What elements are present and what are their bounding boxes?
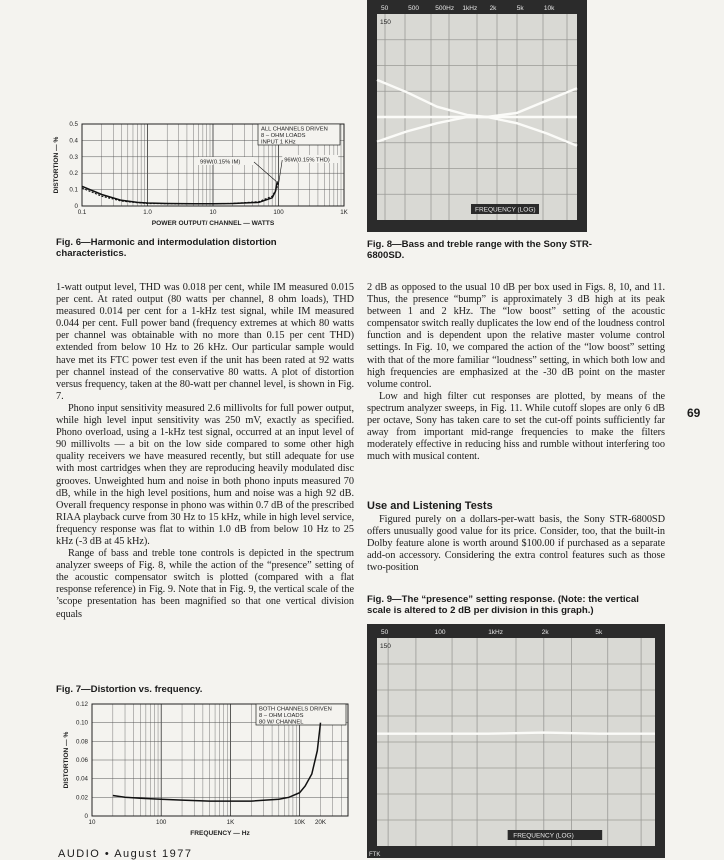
left-paragraph-3: Range of bass and treble tone controls is depicted in the spectrum analyzer sweeps of Fig. 8, while the action of the “presence” setting of the acoustic compensator switch is plotted (compared with a flat response reference) in Fig. 9. Note that in Fig. 9, the vertical scale of the ’scope presentation has been magnified so that one vertical division equals (56, 548, 354, 620)
thd-label: 96W(0.15% THD) (284, 157, 330, 164)
left-paragraph-2: Phono input sensitivity measured 2.6 millivolts for full power output, while high level input sensitivity was 250 mV, exactly as specified. Phono overload, using a 1-kHz test signal, occurred at an input level of 90 millivolts — a bit on the low side compared to some other high quality receivers we have measured recently, but still adequate for use with most cartridges when they are reproducing heavily modulated disc grooves. Unweighted hum and noise in both phono inputs measured 70 dB, while in the high level positions, hum and noise was a high 92 dB. Overall frequency response in phono was within 0.7 dB of the prescribed RIAA playback curve from 30 Hz to 15 kHz, while in high level service, frequency response was flat to within 1.0 dB from below 10 Hz to 25 kHz (-3 dB at 45 kHz). (56, 402, 354, 547)
y-tick-label: 0.04 (75, 775, 88, 783)
y-tick-label: 0 (84, 813, 88, 820)
fig7-plot (48, 698, 358, 840)
y-tick-label: 0.5 (69, 121, 78, 128)
y-tick-label: 0.12 (75, 701, 88, 708)
y-tick-label: 0.08 (75, 738, 88, 746)
scope-freq-label: 500Hz (435, 5, 455, 12)
page-footer: AUDIO • August 1977 (58, 848, 193, 860)
scope-footer-label: FREQUENCY (LOG) (475, 206, 536, 214)
x-tick-label: 1K (226, 819, 235, 826)
legend-text: INPUT 1 KHz (261, 139, 296, 146)
fig8-scope-photo (367, 0, 587, 232)
y-tick-label: 0.3 (69, 153, 78, 161)
scope-freq-label: 1kHz (488, 629, 504, 636)
scope-freq-label: 2k (541, 629, 549, 636)
page-number: 69 (687, 406, 701, 420)
left-paragraph-1: 1-watt output level, THD was 0.018 per cent, while IM measured 0.015 per cent. At rated output (80 watts per channel, 8 ohm loads), THD measured 0.014 per cent for a 1-kHz test signal, while IM measured 0.044 per cent. Full power band (frequency extremes at which 80 watts per channel was obtainable with no more than 0.15 per cent THD) extended from below 10 Hz to 26 kHz. Our particular sample would have met its FTC power test even if the unit has been rated at 92 watts per channel instead of the conservative 80 watts. A plot of distortion versus frequency, taken at the 80-watt per channel level, is shown in Fig. 7. (56, 282, 354, 402)
y-tick-label: 0.10 (75, 719, 88, 727)
x-tick-label: 1.0 (143, 209, 152, 216)
left-column-text (56, 282, 354, 621)
x-axis-title: FREQUENCY — Hz (190, 830, 250, 837)
right-paragraph-2: Low and high filter cut responses are plotted, by means of the spectrum analyzer sweeps, in Fig. 11. While cutoff slopes are only 6 dB per octave, Sony has taken care to set the cut-off points sufficiently far away from important mid-range frequencies to make the filters moderately effective in reducing hiss and rumble without interfering too much with musical content. (367, 390, 665, 463)
right-paragraph-1: 2 dB as opposed to the usual 10 dB per box used in Figs. 8, 10, and 11. Thus, the presence “bump” is approximately 3 dB high at its peak between 1 and 2 kHz. The “low boost” setting of the acoustic compensator switch really duplicates the low end of the loudness control function and is dependent upon the relative master volume control settings. In Fig. 10, we compared the action of the “low boost” setting with that of the more familiar “loudness” setting, in which both low and high frequencies are emphasized at the -30 dB point on the master volume control. (367, 282, 665, 390)
scope-freq-label: 5k (516, 5, 524, 12)
series-line (82, 181, 277, 203)
y-tick-label: 0.06 (75, 757, 88, 764)
x-tick-label: 0.1 (77, 209, 87, 216)
y-axis-title: DISTORTION — % (53, 136, 60, 194)
scope-bottom-left-label: FTK (369, 852, 381, 858)
series-line (82, 181, 278, 204)
scope-freq-label: 50 (381, 5, 389, 12)
legend-text: BOTH CHANNELS DRIVEN (259, 706, 332, 713)
y-tick-label: 0.4 (69, 137, 78, 145)
x-tick-label: 20K (314, 819, 326, 826)
x-tick-label: 1K (340, 209, 348, 216)
series-line (113, 723, 321, 801)
scope-trace (377, 733, 655, 734)
y-axis-title: DISTORTION — % (63, 731, 70, 789)
scope-freq-label: 1kHz (462, 5, 478, 12)
x-tick-label: 10 (88, 819, 96, 826)
x-tick-label: 10K (294, 819, 306, 826)
section-heading: Use and Listening Tests (367, 500, 493, 512)
legend-text: 8 – OHM LOADS (261, 133, 306, 140)
y-tick-label: 0.1 (69, 186, 78, 194)
scope-freq-label: 2k (489, 5, 497, 12)
scope-freq-label: 5k (595, 629, 603, 636)
im-leader (254, 162, 276, 181)
y-tick-label: 0 (74, 203, 78, 210)
y-tick-label: 0.02 (75, 794, 88, 802)
y-tick-label: 0.2 (69, 170, 78, 178)
fig6-chart (48, 118, 358, 236)
scope-freq-label: 50 (381, 629, 389, 636)
scope-freq-label: 100 (434, 629, 446, 636)
x-tick-label: 100 (156, 819, 167, 826)
section-paragraph (367, 514, 665, 574)
x-tick-label: 10 (209, 209, 217, 216)
scope-corner-label: 150 (380, 643, 391, 650)
x-tick-label: 100 (273, 209, 284, 216)
fig8-scope-trace (367, 0, 587, 232)
thd-leader (278, 160, 282, 185)
legend-text: ALL CHANNELS DRIVEN (261, 126, 328, 133)
fig7-title: Fig. 7—Distortion vs. frequency. (56, 684, 203, 695)
fig8-caption: Fig. 8—Bass and treble range with the Sony STR-6800SD. (367, 239, 592, 261)
fig7-chart (48, 698, 358, 840)
fig9-scope-photo (367, 624, 665, 858)
section-paragraph-text: Figured purely on a dollars-per-watt basis, the Sony STR-6800SD offers unusually good value for its price. Consider, too, that the built-in Dolby feature alone is worth around $100.00 if purchased as a separate add-on accessory. Considering the extra control features such as those two-position (367, 514, 665, 574)
legend-text: 80 W/ CHANNEL (259, 719, 304, 726)
scope-freq-label: 10k (543, 5, 555, 12)
scope-footer-label: FREQUENCY (LOG) (513, 832, 574, 840)
fig6-plot (48, 118, 358, 236)
fig9-scope-trace (367, 624, 665, 858)
right-column-text (367, 282, 665, 463)
im-label: 99W(0.15% IM) (200, 159, 241, 166)
scope-freq-label: 500 (408, 5, 420, 12)
scope-corner-label: 150 (380, 19, 391, 26)
legend-text: 8 – OHM LOADS (259, 713, 304, 720)
x-axis-title: POWER OUTPUT/ CHANNEL — WATTS (151, 220, 275, 227)
fig6-caption: Fig. 6—Harmonic and intermodulation distortion characteristics. (56, 237, 277, 259)
fig9-caption: Fig. 9—The “presence” setting response. (Note: the vertical scale is altered to 2 dB per division in this graph.) (367, 594, 639, 616)
